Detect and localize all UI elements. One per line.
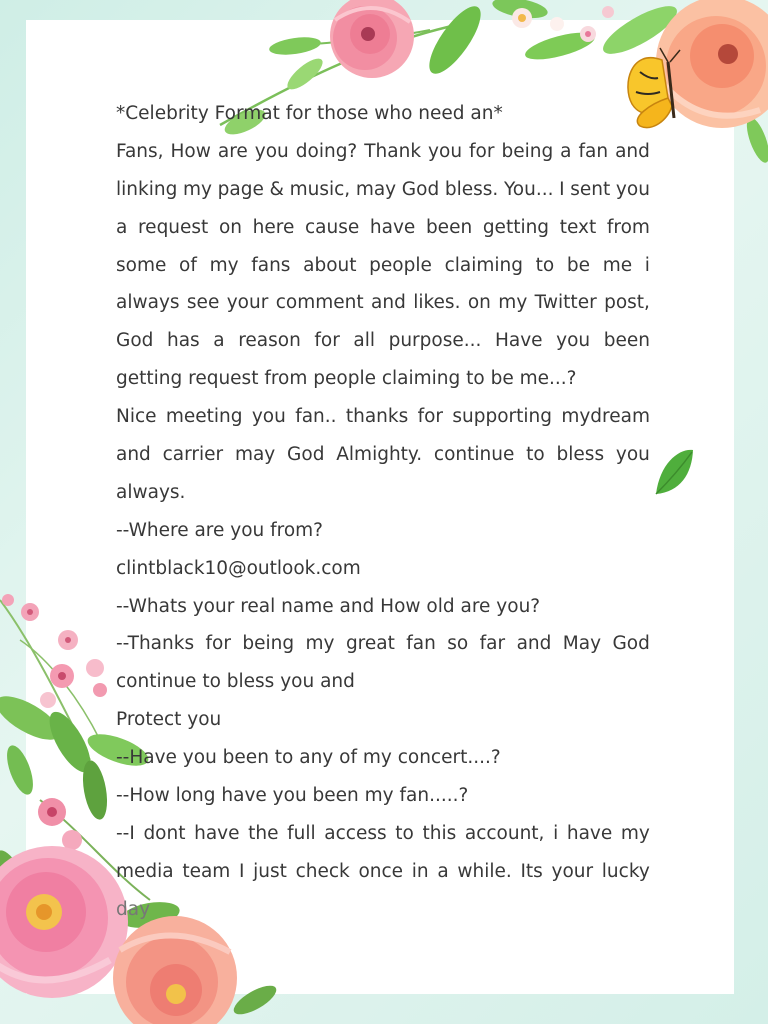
text-word: your [226, 292, 269, 314]
text-word: being [242, 633, 295, 655]
text-word: dont [143, 822, 186, 844]
text-word: you [615, 178, 650, 200]
text-word: post, [604, 292, 650, 314]
text-word: supporting [452, 406, 552, 428]
text-word: a [213, 330, 225, 352]
text-word: God [287, 444, 325, 466]
text-word: text [559, 216, 597, 238]
text-line [116, 209, 650, 247]
text-line: --How long have you been my fan.....? [116, 785, 469, 807]
text-word: may [234, 444, 276, 466]
text-word: check [295, 860, 350, 882]
text-word: mydream [561, 406, 650, 428]
text-word: carrier [162, 444, 224, 466]
text-word: a [437, 860, 449, 882]
text-word: comment [275, 292, 364, 314]
text-word: Almighty. [336, 444, 423, 466]
text-word: music, [289, 178, 351, 200]
text-word: purpose... [388, 330, 482, 352]
text-word: request [137, 216, 209, 238]
text-word: God [116, 330, 154, 352]
text-word: cause [304, 216, 360, 238]
text-line: getting request from people claiming to be me...? [116, 368, 577, 390]
text-word: see [186, 292, 220, 314]
text-word: media [116, 860, 174, 882]
text-word: while. [457, 860, 512, 882]
text-word: May [562, 633, 602, 655]
text-line: *Celebrity Format for those who need an* [116, 103, 503, 124]
text-word: great [345, 633, 395, 655]
text-word: being [501, 140, 554, 162]
text-word: my [209, 254, 239, 276]
text-line [116, 853, 650, 891]
text-word: --I [116, 822, 135, 844]
text-word: you [254, 140, 289, 162]
text-word: to [395, 822, 414, 844]
text-word: You... [503, 178, 554, 200]
text-word: bless. [444, 178, 499, 200]
text-word: i [553, 822, 559, 844]
text-word: you [556, 330, 591, 352]
text-word: me [602, 254, 633, 276]
text-word: Fans, [116, 140, 164, 162]
rose-flower-icon [330, 0, 414, 78]
text-word: account, [464, 822, 545, 844]
text-word: just [253, 860, 287, 882]
text-line [116, 398, 650, 436]
text-word: my [620, 822, 650, 844]
text-word: likes. [413, 292, 461, 314]
text-line [116, 171, 650, 209]
text-word: fan [578, 140, 609, 162]
text-word: has [166, 330, 200, 352]
text-word: fan.. [295, 406, 337, 428]
text-word: bless [556, 444, 605, 466]
text-word: on [218, 216, 242, 238]
text-line: --Where are you from? [116, 519, 324, 541]
text-word: all [353, 330, 376, 352]
text-word: Have [494, 330, 543, 352]
peony-flower-icon [0, 846, 128, 998]
text-line [116, 815, 650, 853]
text-line: continue to bless you and [116, 671, 355, 693]
text-word: my [498, 292, 528, 314]
text-word: I [239, 860, 245, 882]
text-word: this [422, 822, 457, 844]
text-word: & [269, 178, 284, 200]
text-word: Thank [364, 140, 422, 162]
text-word: your [551, 860, 594, 882]
text-word: God [401, 178, 440, 200]
text-word: access [324, 822, 387, 844]
text-word: and [615, 140, 650, 162]
text-word: team [182, 860, 231, 882]
text-word: the [248, 822, 279, 844]
text-word: a [116, 216, 128, 238]
text-word: continue [433, 444, 515, 466]
text-word: once [358, 860, 404, 882]
text-word: some [116, 254, 167, 276]
text-word: reason [238, 330, 301, 352]
text-line: --Have you been to any of my concert....? [116, 747, 501, 769]
text-word: linking [116, 178, 178, 200]
text-line: --Whats your real name and How old are you? [116, 595, 541, 617]
letter-body [116, 95, 650, 929]
text-word: been [425, 216, 473, 238]
text-word: for [417, 406, 444, 428]
text-word: of [179, 254, 197, 276]
text-word: and [116, 444, 151, 466]
text-word: may [355, 178, 397, 200]
text-word: for [314, 330, 340, 352]
text-word: Twitter [534, 292, 597, 314]
text-line [116, 133, 650, 171]
text-line: always. [116, 481, 186, 503]
text-word: about [303, 254, 357, 276]
text-word: be [566, 254, 591, 276]
text-word: sent [570, 178, 611, 200]
text-word: I [559, 178, 565, 200]
text-word: here [252, 216, 295, 238]
text-word: Nice [116, 406, 157, 428]
text-line [116, 247, 650, 285]
text-word: meeting [165, 406, 243, 428]
text-word: full [287, 822, 316, 844]
text-word: Its [520, 860, 543, 882]
text-word: to [535, 254, 555, 276]
text-word: been [603, 330, 650, 352]
text-word: people [369, 254, 432, 276]
text-word: and [371, 292, 406, 314]
text-line [116, 284, 650, 322]
text-word: you [428, 140, 463, 162]
text-word: my [305, 633, 335, 655]
text-line [116, 625, 650, 663]
text-word: --Thanks [116, 633, 195, 655]
text-word: page [217, 178, 264, 200]
text-word: thanks [345, 406, 409, 428]
text-line: clintblack10@outlook.com [116, 557, 361, 579]
text-word: have [369, 216, 416, 238]
text-word: for [205, 633, 231, 655]
text-word: so [447, 633, 469, 655]
text-word: fan [406, 633, 436, 655]
text-line [116, 436, 650, 474]
text-word: you [251, 406, 286, 428]
text-word: lucky [601, 860, 650, 882]
text-word: have [566, 822, 613, 844]
text-line [116, 322, 650, 360]
text-word: my [182, 178, 212, 200]
text-word: are [217, 140, 248, 162]
text-word: God [612, 633, 650, 655]
text-word: you [615, 444, 650, 466]
text-word: far [479, 633, 506, 655]
text-word: in [411, 860, 429, 882]
text-word: doing? [295, 140, 358, 162]
text-word: claiming [444, 254, 523, 276]
leaf-icon [656, 450, 693, 494]
text-line: day [116, 898, 151, 920]
text-word: fans [251, 254, 291, 276]
text-word: on [467, 292, 491, 314]
text-word: from [606, 216, 650, 238]
text-word: for [469, 140, 495, 162]
text-word: and [516, 633, 552, 655]
text-word: How [170, 140, 211, 162]
text-word: have [194, 822, 240, 844]
text-word: i [644, 254, 650, 276]
text-word: to [526, 444, 545, 466]
text-word: always [116, 292, 180, 314]
text-line: Protect you [116, 709, 222, 731]
text-word: a [560, 140, 572, 162]
coral-flower-icon [113, 916, 237, 1024]
text-word: getting [482, 216, 550, 238]
